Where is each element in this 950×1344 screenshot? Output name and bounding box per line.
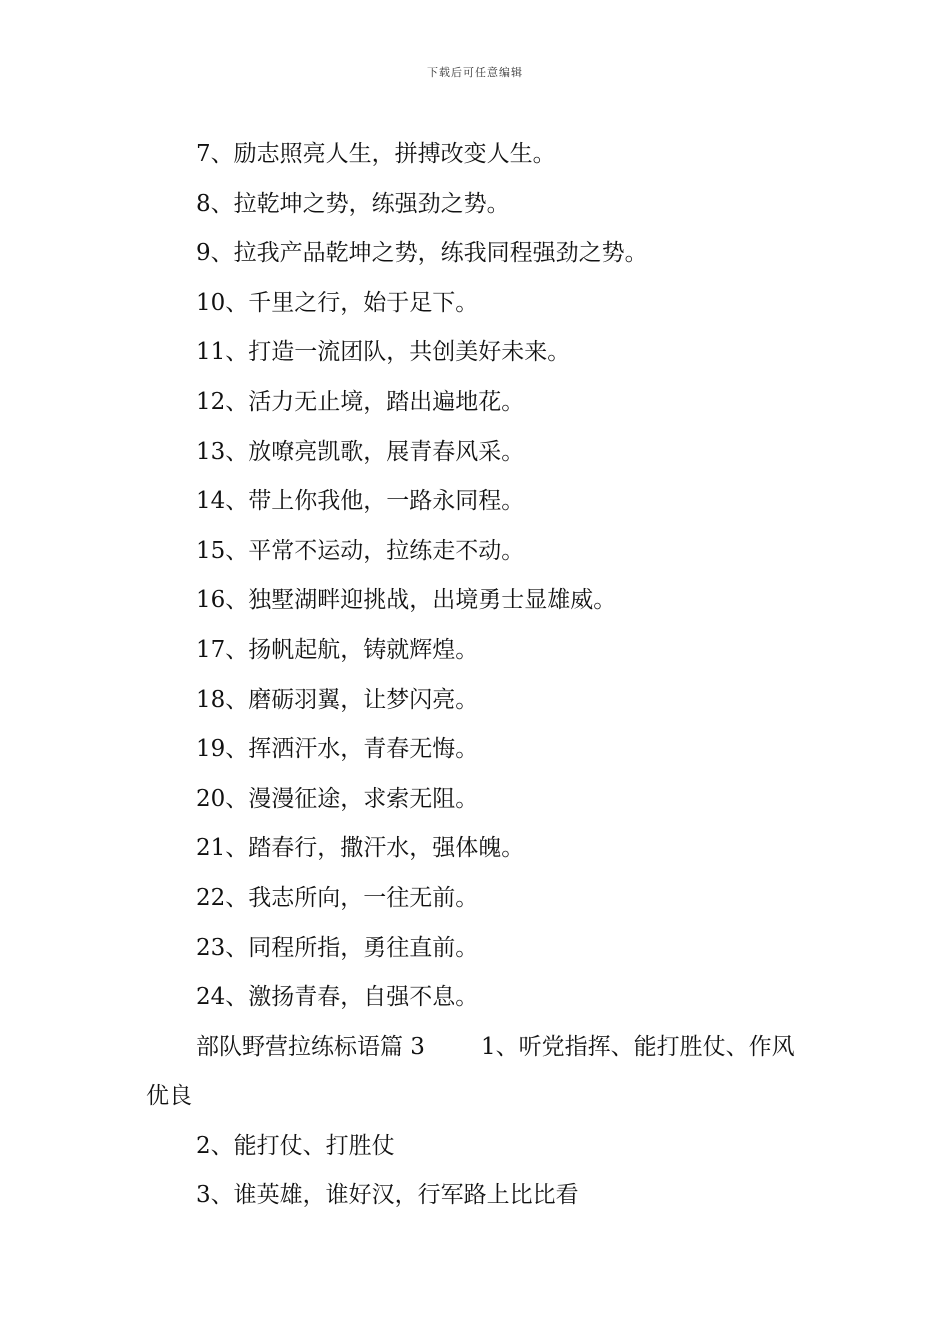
- list-item: 17、扬帆起航，铸就辉煌。: [196, 636, 479, 663]
- section-heading: 部队野营拉练标语篇 3: [196, 1033, 425, 1060]
- section-paragraph: [146, 1023, 806, 1122]
- list-item: 7、励志照亮人生，拼搏改变人生。: [196, 141, 556, 167]
- list-item: 13、放嘹亮凯歌，展青春风采。: [196, 438, 525, 465]
- list-item: 19、挥洒汗水，青春无悔。: [196, 736, 479, 763]
- list-item: 14、带上你我他，一路永同程。: [196, 488, 525, 515]
- list-item: 2、能打仗、打胜仗: [196, 1132, 395, 1159]
- list-item: 3、谁英雄，谁好汉，行军路上比比看: [196, 1182, 579, 1209]
- list-item: 24、激扬青春，自强不息。: [196, 984, 479, 1011]
- list-item: 15、平常不运动，拉练走不动。: [196, 537, 525, 564]
- list-item: 18、磨砺羽翼，让梦闪亮。: [196, 686, 479, 713]
- list-item: 23、同程所指，勇往直前。: [196, 934, 479, 961]
- list-item: 10、千里之行，始于足下。: [196, 289, 479, 316]
- document-body: [146, 130, 806, 1221]
- list-item: 21、踏春行，撒汗水，强体魄。: [196, 835, 525, 862]
- list-item: 16、独墅湖畔迎挑战，出境勇士显雄威。: [196, 587, 617, 614]
- page-header: 下载后可任意编辑: [427, 66, 523, 79]
- list-item: 1、听党指挥、能打胜仗、作风优良: [146, 1033, 795, 1110]
- list-item: 22、我志所向，一往无前。: [196, 884, 479, 911]
- list-item: 9、拉我产品乾坤之势，练我同程强劲之势。: [196, 240, 648, 267]
- list-item: 8、拉乾坤之势，练强劲之势。: [196, 190, 510, 217]
- list-item: 20、漫漫征途，求索无阻。: [196, 785, 479, 812]
- list-item: 11、打造一流团队，共创美好未来。: [196, 339, 571, 366]
- list-item: 12、活力无止境，踏出遍地花。: [196, 388, 525, 415]
